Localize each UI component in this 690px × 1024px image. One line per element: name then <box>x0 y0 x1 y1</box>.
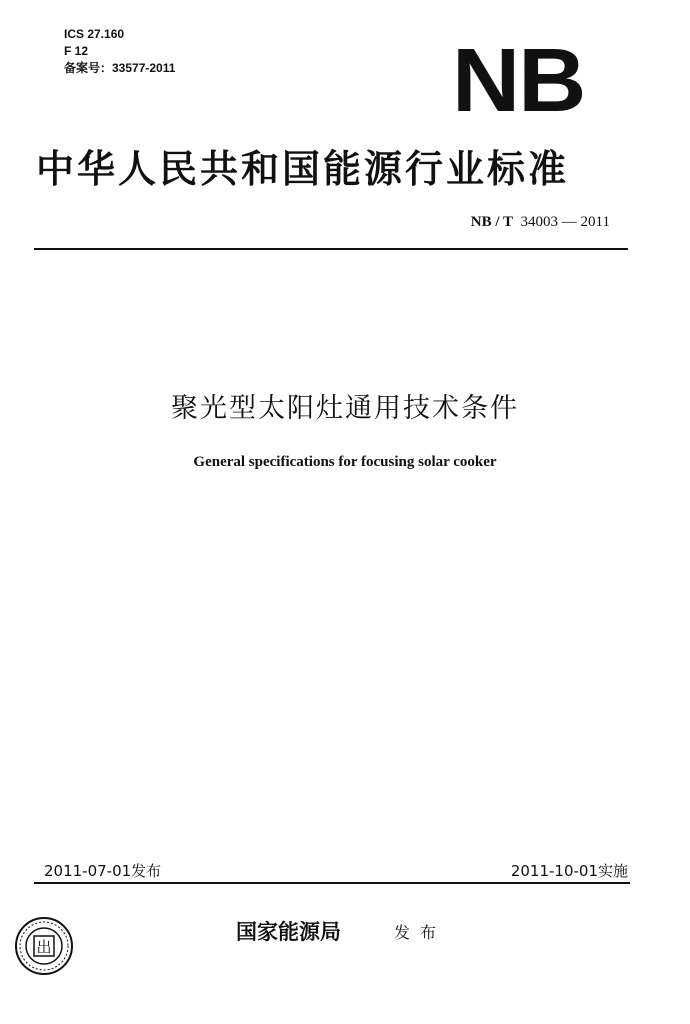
classification-code: F 12 <box>64 44 89 58</box>
record-number: 备案号：33577-2011 <box>64 61 176 75</box>
issue-verb: 发布 <box>394 923 447 942</box>
top-divider <box>34 248 628 250</box>
doc-meta <box>64 26 175 77</box>
issuer-name: 国家能源局 <box>236 920 341 944</box>
standard-prefix: NB / T <box>470 214 514 230</box>
title-chinese: 聚光型太阳灶通用技术条件 <box>171 393 519 424</box>
title-english: General specifications for focusing solar cooker <box>193 454 497 470</box>
bottom-divider <box>34 882 630 884</box>
publisher-seal-icon <box>14 916 74 976</box>
standard-number <box>471 214 610 231</box>
standard-code: 34003 — 2011 <box>520 214 610 230</box>
publish-date: 2011-07-01发布 <box>44 862 162 880</box>
seal-glyph: 出 <box>36 938 52 956</box>
standard-banner: 中华人民共和国能源行业标准 <box>36 146 570 191</box>
implement-date: 2011-10-01实施 <box>510 862 628 880</box>
nb-logo: NB <box>452 31 585 131</box>
ics-code: ICS 27.160 <box>64 27 125 41</box>
